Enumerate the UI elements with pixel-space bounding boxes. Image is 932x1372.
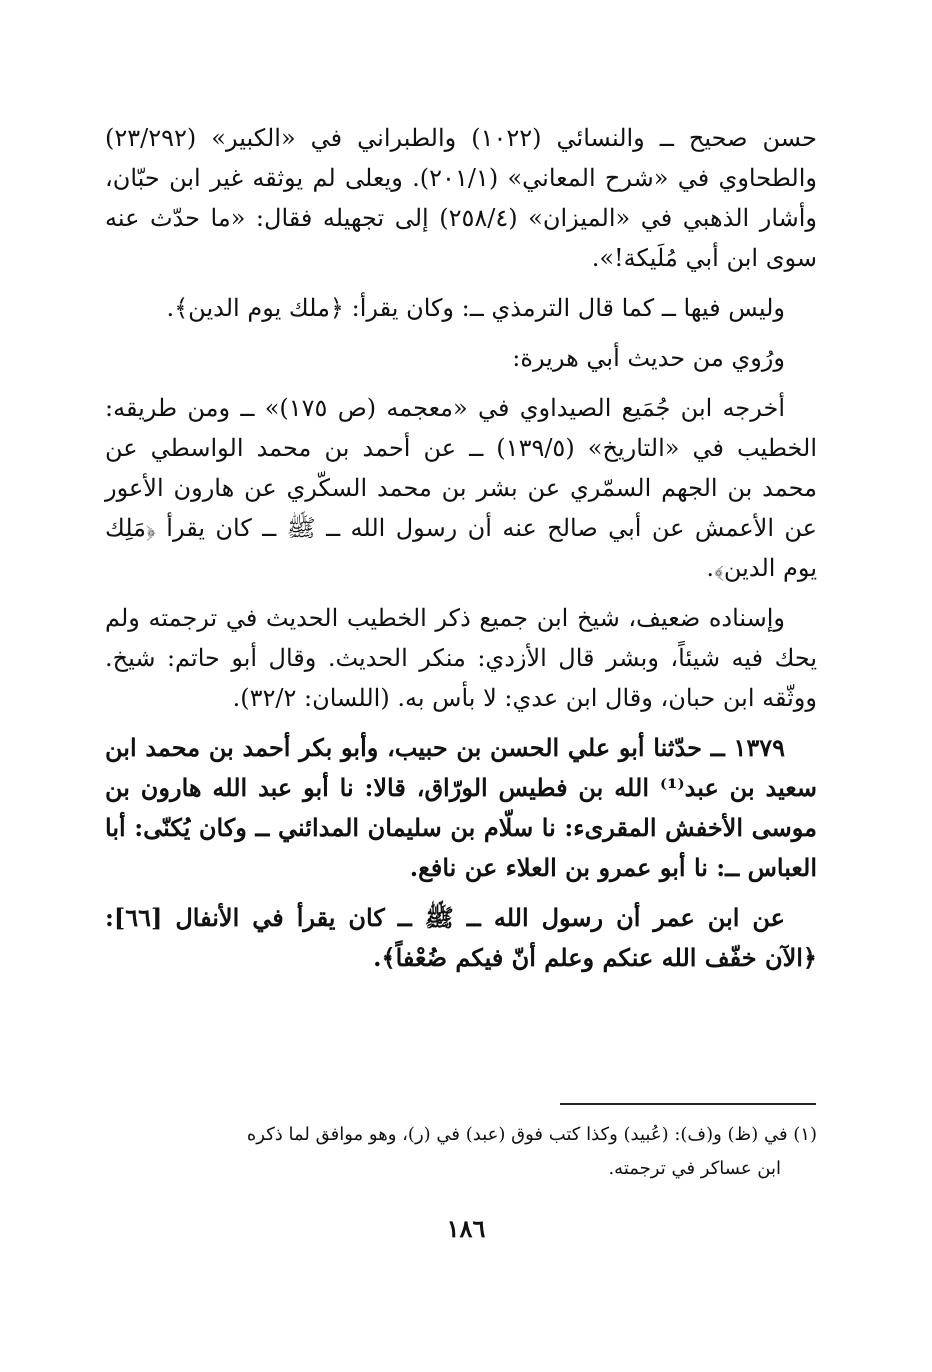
paragraph-takhrij-2: أخرجه ابن جُمَيع الصيداوي في «معجمه (ص ١٧٥)» ــ ومن طريقه: الخطيب في «التاريخ» (١٣٩/٥) ــ عن أحمد بن محمد الواسطي عن محمد بن الجهم السمّري عن بشر بن محمد السكّري عن هارون الأعور عن الأعمش عن أبي صالح عنه أن رسول الله ــ ﷺ ــ كان يقرأ ﴿مَلِك يوم الدين﴾. xyxy=(105,394,817,582)
paragraph-tirmidhi-note: وليس فيها ــ كما قال الترمذي ــ: وكان يقرأ: ﴿ملك يوم الدين﴾. xyxy=(166,294,785,322)
footnote-divider xyxy=(560,1103,816,1105)
main-text xyxy=(105,118,817,978)
paragraph-takhrij-1: حسن صحيح ــ والنسائي (١٠٢٢) والطبراني في «الكبير» (٢٣/٢٩٢) والطحاوي في «شرح المعاني» (٢٠١/١). ويعلى لم يوثقه غير ابن حبّان، وأشار الذهبي في «الميزان» (٢٥٨/٤) إلى تجهيله فقال: «ما حدّث عنه سوى ابن أبي مُلَيكة!». xyxy=(105,124,817,272)
page-number: ١٨٦ xyxy=(446,1214,486,1243)
paragraph-abu-hurayra: ورُوي من حديث أبي هريرة: xyxy=(512,344,785,372)
footnote xyxy=(105,1118,817,1186)
paragraph-isnad-grading: وإسناده ضعيف، شيخ ابن جميع ذكر الخطيب الحديث في ترجمته ولم يحك فيه شيئاً، وبشر قال الأزدي: منكر الحديث. وقال أبو حاتم: شيخ. ووثّقه ابن حبان، وقال ابن عدي: لا بأس به. (اللسان: ٣٢/٢). xyxy=(105,604,817,712)
footnote-line-2: ابن عساكر في ترجمته. xyxy=(608,1158,781,1179)
footnote-line-1: (١) في (ظ) و(ف): (عُبيد) وكذا كتب فوق (عبد) في (ر)، وهو موافق لما ذكره xyxy=(246,1124,817,1145)
hadith-matn-1379: عن ابن عمر أن رسول الله ــ ﷺ ــ كان يقرأ في الأنفال [٦٦]: ﴿الآن خفّف الله عنكم وعلم أنّ فيكم ضُعْفاً﴾. xyxy=(105,903,817,972)
hadith-isnad-1379: ١٣٧٩ ــ حدّثنا أبو علي الحسن بن حبيب، وأبو بكر أحمد بن محمد ابن سعيد بن عبد⁽¹⁾ الله بن فطيس الورّاق، قالا: نا أبو عبد الله هارون بن موسى الأخفش المقرىء: نا سلّام بن سليمان المدائني ــ وكان يُكنّى: أبا العباس ــ: نا أبو عمرو بن العلاء عن نافع. xyxy=(105,733,817,882)
